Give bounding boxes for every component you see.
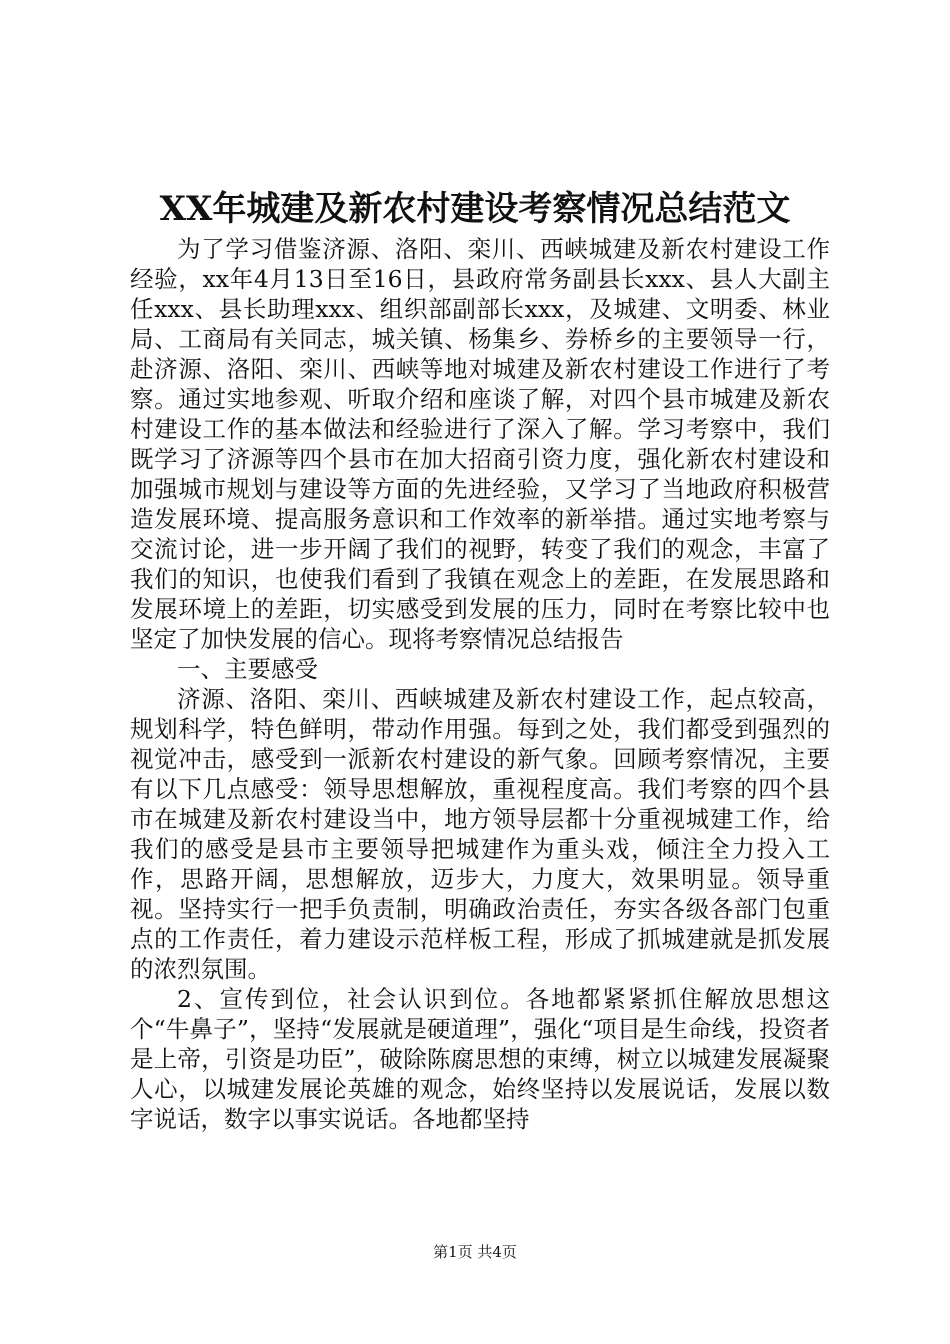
paragraph-publicity: 2、宣传到位，社会认识到位。各地都紧紧抓住解放思想这个“牛鼻子”，坚持“发展就是硬道理”，强化“项目是生命线，投资者是上帝，引资是功臣”，破除陈腐思想的束缚，树立以城建发展凝聚人心，以城建发展论英雄的观念，始终坚持以发展说话，发展以数字说话，数字以事实说话。各地都坚持 [130, 985, 830, 1133]
paragraph-main-feelings: 济源、洛阳、栾川、西峡城建及新农村建设工作，起点较高，规划科学，特色鲜明，带动作用强。每到之处，我们都受到强烈的视觉冲击，感受到一派新农村建设的新气象。回顾考察情况，主要有以下几点感受：领导思想解放，重视程度高。我们考察的四个县市在城建及新农村建设当中，地方领导层都十分重视城建工作，给我们的感受是县市主要领导把城建作为重头戏，倾注全力投入工作，思路开阔，思想解放，迈步大，力度大，效果明显。领导重视。坚持实行一把手负责制，明确政治责任，夯实各级各部门包重点的工作责任，着力建设示范样板工程，形成了抓城建就是抓发展的浓烈氛围。 [130, 685, 830, 983]
document-body [130, 234, 830, 1134]
section-heading-main-feelings: 一、主要感受 [177, 655, 318, 683]
page-number-footer: 第1页 共4页 [433, 1243, 517, 1261]
page-title: XX年城建及新农村建设考察情况总结范文 [159, 189, 791, 229]
paragraph-intro: 为了学习借鉴济源、洛阳、栾川、西峡城建及新农村建设工作经验，xx年4月13日至16日，县政府常务副县长xxx、县人大副主任xxx、县长助理xxx、组织部副部长xxx，及城建、文明委、林业局、工商局有关同志，城关镇、杨集乡、券桥乡的主要领导一行，赴济源、洛阳、栾川、西峡等地对城建及新农村建设工作进行了考察。通过实地参观、听取介绍和座谈了解，对四个县市城建及新农村建设工作的基本做法和经验进行了深入了解。学习考察中，我们既学习了济源等四个县市在加大招商引资力度，强化新农村建设和加强城市规划与建设等方面的先进经验，又学习了当地政府积极营造发展环境、提高服务意识和工作效率的新举措。通过实地考察与交流讨论，进一步开阔了我们的视野，转变了我们的观念，丰富了我们的知识，也使我们看到了我镇在观念上的差距，在发展思路和发展环境上的差距，切实感受到发展的压力，同时在考察比较中也坚定了加快发展的信心。现将考察情况总结报告 [130, 235, 830, 653]
